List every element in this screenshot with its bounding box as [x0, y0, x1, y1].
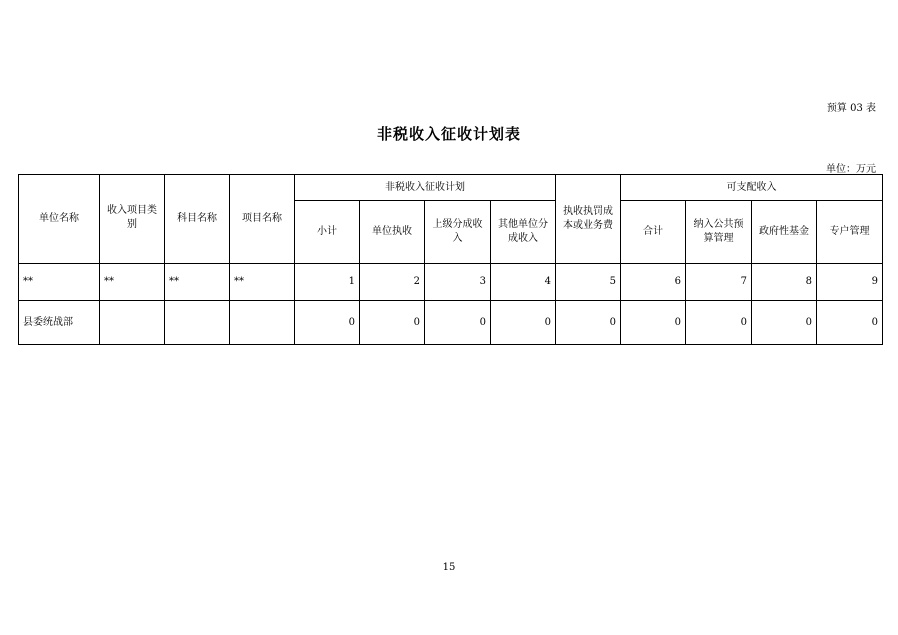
row-value-cell: 0: [686, 301, 752, 345]
row-empty-cell: [100, 301, 165, 345]
header-row-1: [19, 175, 883, 201]
header-upper-share: 上级分成收入: [425, 201, 491, 264]
index-cell: 3: [425, 264, 491, 301]
row-value-cell: 0: [817, 301, 883, 345]
header-special-mgmt: 专户管理: [817, 201, 883, 264]
row-value-cell: 0: [425, 301, 491, 345]
header-unit-collect: 单位执收: [360, 201, 425, 264]
header-gov-fund: 政府性基金: [752, 201, 817, 264]
table-row: [19, 301, 883, 345]
index-cell: 7: [686, 264, 752, 301]
index-cell: 9: [817, 264, 883, 301]
row-empty-cell: [165, 301, 230, 345]
header-enforcement-cost: 执收执罚成本或业务费: [556, 175, 621, 264]
row-value-cell: 0: [621, 301, 686, 345]
header-item-name: 项目名称: [230, 175, 295, 264]
header-other-share: 其他单位分成收入: [491, 201, 556, 264]
header-subtotal: 小计: [295, 201, 360, 264]
page-title: 非税收入征收计划表: [376, 125, 521, 143]
row-value-cell: 0: [752, 301, 817, 345]
row-value-cell: 0: [360, 301, 425, 345]
header-unit-name: 单位名称: [19, 175, 100, 264]
row-empty-cell: [230, 301, 295, 345]
unit-label: 单位：万元: [826, 164, 876, 175]
nontax-plan-table: [18, 174, 883, 345]
index-cell: **: [100, 264, 165, 301]
header-public-budget: 纳入公共预算管理: [686, 201, 752, 264]
index-cell: 5: [556, 264, 621, 301]
index-cell: **: [19, 264, 100, 301]
header-nontax-plan: 非税收入征收计划: [295, 175, 556, 201]
index-cell: 6: [621, 264, 686, 301]
index-cell: **: [230, 264, 295, 301]
row-value-cell: 0: [556, 301, 621, 345]
page-number: 15: [442, 562, 456, 573]
index-cell: 8: [752, 264, 817, 301]
index-cell: **: [165, 264, 230, 301]
header-subject-name: 科目名称: [165, 175, 230, 264]
form-number: 预算 03 表: [826, 103, 876, 114]
index-cell: 2: [360, 264, 425, 301]
row-unit-name: 县委统战部: [19, 301, 100, 345]
header-income-category: 收入项目类别: [100, 175, 165, 264]
index-row: [19, 264, 883, 301]
index-cell: 1: [295, 264, 360, 301]
header-disposable: 可支配收入: [621, 175, 883, 201]
header-total: 合计: [621, 201, 686, 264]
index-cell: 4: [491, 264, 556, 301]
row-value-cell: 0: [295, 301, 360, 345]
row-value-cell: 0: [491, 301, 556, 345]
